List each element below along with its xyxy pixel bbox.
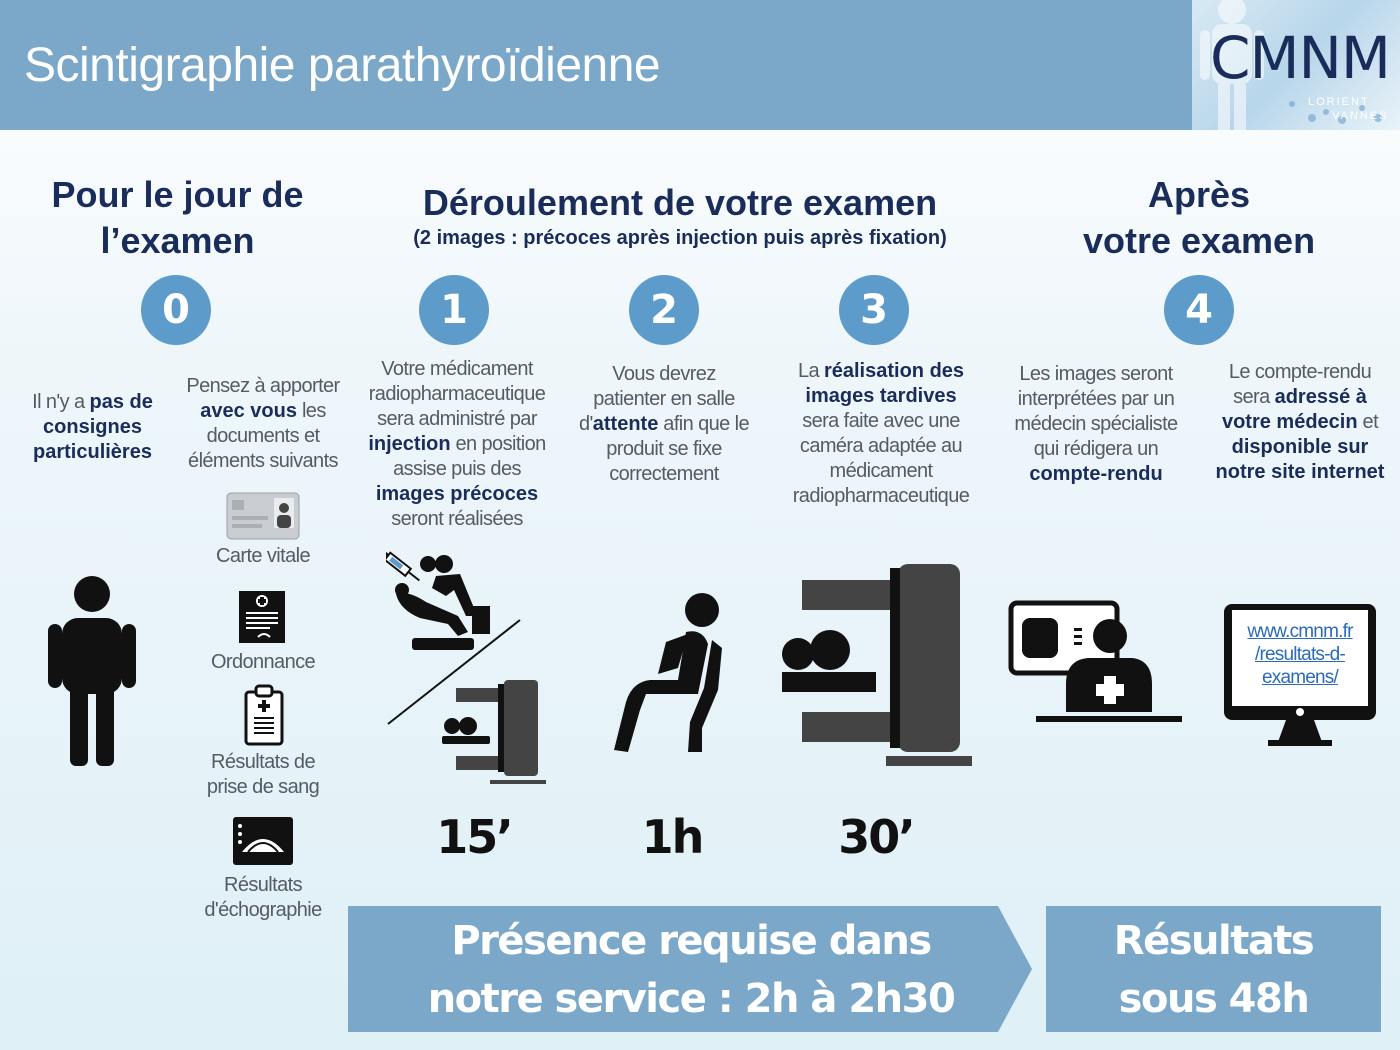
step-1-text: Votre médicament radiopharmaceutique sera administré par injection en position assise puis des images précoces seront réalisées bbox=[368, 358, 546, 530]
step-2-text: Vous devrez patienter en salle d'attente afin que le produit se fixe correctement bbox=[579, 363, 749, 485]
injection-and-early-imaging-icon bbox=[386, 544, 546, 790]
prescription-icon bbox=[238, 590, 286, 644]
step-0-badge: 0 bbox=[141, 275, 211, 345]
step-4-report-text: Le compte-rendu sera adressé à votre médecin et disponible sur notre site internet bbox=[1215, 361, 1385, 483]
health-card-icon bbox=[226, 492, 300, 540]
waiting-person-icon bbox=[606, 590, 728, 762]
doc-label-blood-test: Résultats de prise de sang bbox=[206, 751, 320, 798]
results-banner-text: Résultats sous 48h bbox=[1113, 918, 1314, 1022]
step-3-duration: 30’ bbox=[838, 810, 914, 864]
step-0-text: Il n'y a pas de consignes particulières bbox=[32, 391, 153, 463]
step-4-badge: 4 bbox=[1164, 275, 1234, 345]
section-title-during: Déroulement de votre examen bbox=[422, 182, 938, 223]
section-title-after-line2: votre examen bbox=[1082, 220, 1316, 261]
step-3-badge: 3 bbox=[839, 275, 909, 345]
step-1-badge: 1 bbox=[419, 275, 489, 345]
section-title-after bbox=[1040, 172, 1358, 264]
section-title-before bbox=[30, 172, 325, 264]
logo-text: CMNM bbox=[1210, 24, 1390, 92]
logo-subtitle-vannes: VANNES bbox=[1332, 110, 1389, 122]
person-icon bbox=[48, 574, 136, 768]
step-2-badge: 2 bbox=[629, 275, 699, 345]
ultrasound-icon bbox=[232, 816, 294, 866]
doctor-reviewing-images-icon bbox=[1008, 600, 1184, 724]
presence-banner-text: Présence requise dans notre service : 2h à 2h30 bbox=[427, 918, 955, 1022]
cmnm-logo bbox=[1192, 0, 1400, 130]
step-3-text: La réalisation des images tardives sera faite avec une caméra adaptée au médicament radiopharmaceutique bbox=[792, 360, 970, 507]
section-title-after-line1: Après bbox=[1147, 174, 1251, 215]
doc-label-ultrasound: Résultats d'échographie bbox=[204, 874, 322, 921]
blood-test-clipboard-icon bbox=[244, 684, 284, 746]
section-subtitle-during: (2 images : précoces après injection puis après fixation) bbox=[413, 227, 947, 249]
results-website-link[interactable]: www.cmnm.fr /resultats-d- examens/ bbox=[1247, 621, 1353, 688]
doc-label-ordonnance: Ordonnance bbox=[210, 651, 316, 673]
section-title-before-line2: l’examen bbox=[100, 220, 255, 261]
logo-subtitle-lorient: LORIENT bbox=[1308, 96, 1370, 108]
step-1-duration: 15’ bbox=[436, 810, 512, 864]
step-2-duration: 1h bbox=[641, 810, 703, 864]
gamma-camera-icon bbox=[780, 562, 976, 768]
step-4-interpretation-text: Les images seront interprétées par un médecin spécialiste qui rédigera un compte-rendu bbox=[1014, 363, 1178, 485]
section-title-before-line1: Pour le jour de bbox=[51, 174, 304, 215]
page-title: Scintigraphie parathyroïdienne bbox=[24, 39, 661, 92]
documents-intro: Pensez à apporter avec vous les documents et éléments suivants bbox=[186, 375, 340, 472]
doc-label-carte-vitale: Carte vitale bbox=[216, 545, 310, 567]
